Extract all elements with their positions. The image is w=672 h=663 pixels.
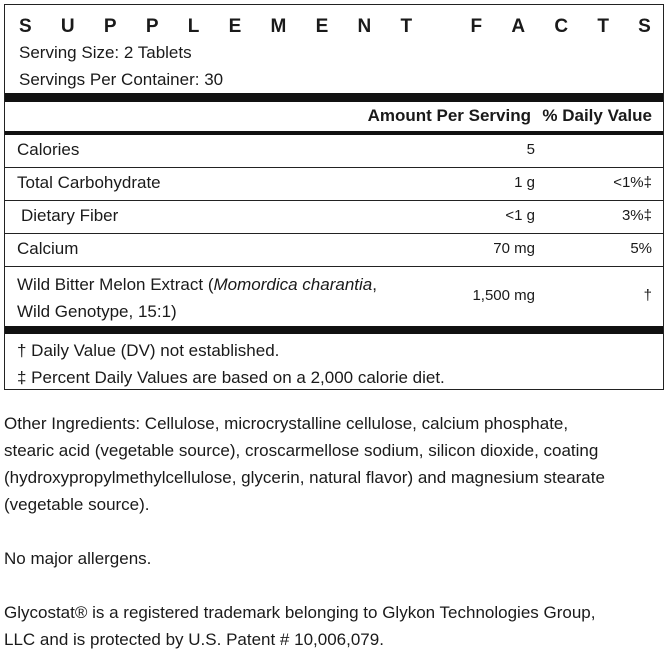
title-letter: L — [187, 16, 200, 37]
thick-divider — [5, 93, 663, 102]
daily-value-header: % Daily Value — [542, 106, 652, 125]
title-letter: E — [315, 16, 329, 37]
other-ingredients — [4, 410, 664, 518]
title-letter: S — [19, 16, 32, 37]
extract-name — [17, 271, 377, 325]
nutrient-row — [5, 168, 663, 201]
nutrient-amount: 70 mg — [493, 240, 535, 257]
title-letter: U — [60, 16, 75, 37]
extract-name-prefix: Wild Bitter Melon Extract ( — [17, 275, 214, 294]
title-letter: P — [103, 16, 117, 37]
trademark-line: LLC and is protected by U.S. Patent # 10,006,079. — [4, 630, 384, 649]
nutrient-row — [5, 135, 663, 168]
extract-row — [5, 267, 663, 325]
thick-divider — [5, 326, 663, 334]
nutrient-amount: 1 g — [514, 174, 535, 191]
title-letter: S — [638, 16, 651, 37]
title-letter: P — [145, 16, 159, 37]
trademark-notice — [4, 599, 664, 653]
other-ingredients-line: (vegetable source). — [4, 495, 150, 514]
footnote-dv: † Daily Value (DV) not established. — [17, 341, 280, 360]
column-header — [5, 103, 663, 129]
extract-dv: † — [643, 287, 652, 304]
nutrient-dv: 5% — [630, 240, 652, 257]
other-ingredients-line: (hydroxypropylmethylcellulose, glycerin, natural flavor) and magnesium stearate — [4, 468, 605, 487]
serving-size: Serving Size: 2 Tablets — [19, 43, 192, 62]
title-letter: N — [357, 16, 372, 37]
servings-per-container: Servings Per Container: 30 — [19, 70, 224, 89]
title-letter: M — [270, 16, 287, 37]
amount-per-serving-header: Amount Per Serving — [367, 106, 531, 125]
title-letter: T — [597, 16, 609, 37]
nutrient-amount: <1 g — [505, 207, 535, 224]
nutrient-name: Total Carbohydrate — [17, 173, 161, 192]
nutrient-name: Calories — [17, 140, 80, 159]
title-letter: C — [554, 16, 569, 37]
panel-title — [19, 15, 651, 39]
extract-latin-name: Momordica charantia — [213, 275, 373, 294]
nutrient-row — [5, 201, 663, 234]
nutrient-name: Dietary Fiber — [21, 206, 119, 225]
title-letter: E — [228, 16, 242, 37]
title-letter: T — [400, 16, 413, 37]
title-letter: A — [511, 16, 526, 37]
nutrient-dv: 3%‡ — [621, 207, 652, 224]
supplement-facts-panel — [4, 4, 664, 390]
extract-name-line2: Wild Genotype, 15:1) — [17, 302, 177, 321]
trademark-line: Glycostat® is a registered trademark belonging to Glykon Technologies Group, — [4, 603, 596, 622]
footnote-calorie: ‡ Percent Daily Values are based on a 2,000 calorie diet. — [17, 368, 445, 387]
nutrient-row — [5, 234, 663, 267]
nutrient-name: Calcium — [17, 239, 79, 258]
other-ingredients-line: Other Ingredients: Cellulose, microcrystalline cellulose, calcium phosphate, — [4, 414, 569, 433]
extract-name-suffix: , — [372, 275, 377, 294]
nutrient-amount: 5 — [526, 141, 535, 158]
nutrient-dv: <1%‡ — [613, 174, 652, 191]
title-letter: F — [470, 16, 483, 37]
allergen-statement: No major allergens. — [4, 549, 152, 568]
other-ingredients-line: stearic acid (vegetable source), croscarmellose sodium, silicon dioxide, coating — [4, 441, 599, 460]
extract-amount: 1,500 mg — [472, 287, 535, 304]
